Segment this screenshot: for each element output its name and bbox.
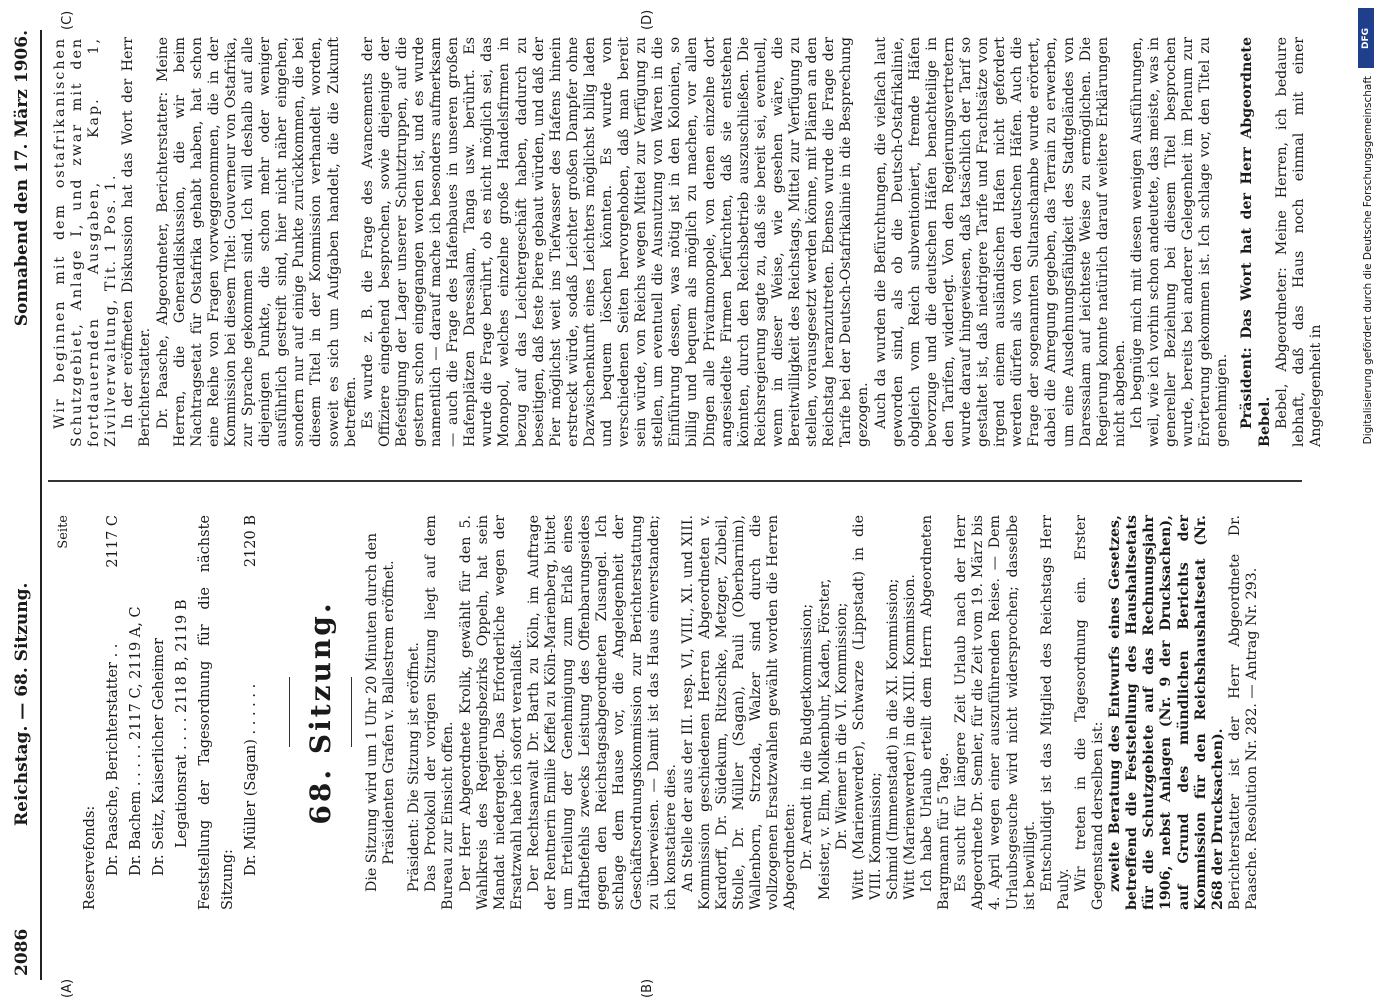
toc-entry: Dr. Müller (Sagan) . . . . . . 2120 B	[243, 515, 259, 876]
paragraph: Wir treten in die Tagesordnung ein. Erster Gegenstand derselben ist:	[1072, 515, 1107, 910]
paragraph: Ich begnüge mich mit diesen wenigen Ausführungen, weil, wie ich vorhin schon andeutete, das meiste, was in genereller Beziehung bei diesem Titel besprochen wurde, bereits bei anderer Gelegenheit im Plenum zur Erörterung gekommen ist. Ich schlage vor, den Titel zu genehmigen.	[1128, 37, 1231, 447]
paragraph: Ich habe Urlaub erteilt dem Herrn Abgeordneten Bargmann für 5 Tage.	[919, 515, 953, 910]
paragraph: Dr. Wiemer in die VI. Kommission;	[833, 602, 850, 850]
paragraph: An Stelle der aus der III. resp. VI, VIII., XI. und XIII. Kommission geschiedenen Herren Abgeordneten v. Kardorff, Dr. Südekum, Ritzschke, Metzger, Zubeil, Stolle, Dr. Müller (Sagan), Pauli (Oberbarnim), Wallenborn, Strzoda, Walzer sind durch die vollzogenen Ersatzwahlen gewählt worden die Herren Abgeordneten:	[679, 515, 799, 910]
paragraph: Auch da wurden die Befürchtungen, die vielfach laut geworden sind, als ob die Deutsch-Ostafrikalinie, obgleich vom Reich subventioniert, fremde Häfen bevorzuge und die deutschen Häfen benachteilige in den Tarifen, widerlegt. Von den Regierungsvertretern wurde darauf hingewiesen, daß tatsächlich der Tarif so gestaltet ist, daß niedrigere Tarife und Frachtsätze von irgend einem ausländischen Hafen nicht gefordert werden dürfen als von den deutschen Häfen. Auch die Frage der sogenannten Sultanschambe wurde erörtert, dabei die Anregung gegeben, das Terrain zu erwerben, um eine Ausdehnungsfähigkeit des Stadtgeländes von Daressalam auf leichteste Weise zu ermöglichen. Die Regierung konnte natürlich darauf weitere Erklärungen nicht abgeben.	[872, 37, 1128, 447]
column-separator	[48, 480, 1302, 482]
table-of-contents	[52, 515, 263, 910]
paragraph: Witt (Marienwerder), Schwarze (Lippstadt) in die VIII. Kommission;	[850, 515, 884, 900]
paragraph: Die Sitzung wird um 1 Uhr 20 Minuten durch den Präsidenten Grafen v. Ballestrem eröffnet.	[364, 532, 398, 893]
paragraph: Witt (Marienwerder) in die XIII. Kommission.	[902, 574, 918, 900]
feststellung-heading: Feststellung der Tagesordnung für die nächste Sitzung:	[197, 515, 236, 910]
page-number: 2086	[12, 928, 32, 976]
paragraph: Der Rechtsanwalt Dr. Barth zu Köln, im Auftrage der Rentnerin Emilie Keffel zu Köln-Marienberg, bittet um Erteilung der Genehmigung zum Erlaß eines Haftbefehls zwecks Leistung des Offenbarungseides gegen den Reichstagsabgeordneten Zusangel. Ich schlage dem Hause vor, die Angelegenheit der Geschäftsordnungskommission zur Berichterstattung zu überweisen. — Damit ist das Haus einverstanden; ich konstatiere dies.	[525, 515, 679, 910]
page-header	[8, 30, 38, 976]
paragraph: Wir beginnen mit dem ostafrikanischen Schutzgebiet, Anlage I, und zwar mit den fortdauernden Ausgaben, Kap. 1, Zivilverwaltung, Tit. 1 Pos. 1.	[52, 37, 120, 447]
toc-entry: Legationsrat . . . . 2118 B, 2119 B	[174, 599, 190, 848]
dfg-logo: DFG	[1358, 8, 1374, 68]
paragraph: Berichterstatter ist der Herr Abgeordnete Dr. Paasche. Resolution Nr. 282. — Antrag Nr. 293.	[1226, 515, 1260, 910]
right-column	[52, 37, 1324, 447]
session-title: 68. Sitzung.	[304, 600, 337, 825]
paragraph: Es sucht für längere Zeit Urlaub nach der Herr Abgeordnete Dr. Semler, für die Zeit vom 19. März bis 4. April wegen einer auszuführenden Reise. — Dem Urlaubsgesuche wird nicht widersprochen; dasselbe ist bewilligt.	[953, 515, 1038, 910]
speaker-paragraph: Präsident: Das Wort hat der Herr Abgeordnete Bebel.	[1239, 37, 1273, 447]
paragraph: Der Herr Abgeordnete Krolik, gewählt für den 5. Wahlkreis des Regierungsbezirks Oppeln, hat sein Mandat niedergelegt. Das Erforderliche wegen der Ersatzwahl habe ich sofort veranlaßt.	[457, 515, 525, 910]
paragraph: Das Protokoll der vorigen Sitzung liegt auf dem Bureau zur Einsicht offen.	[423, 515, 457, 910]
reservefonds-heading: Reservefonds:	[82, 805, 98, 910]
toc-entry: Dr. Seitz, Kaiserlicher Geheimer	[151, 638, 167, 876]
paragraph: Schmid (Immenstadt) in die XI. Kommission;	[884, 578, 901, 900]
paragraph: Entschuldigt ist das Mitglied des Reichstags Herr Pauly.	[1038, 515, 1072, 910]
section-divider	[289, 678, 290, 748]
header-title: Reichstag. — 68. Sitzung.	[12, 582, 32, 826]
margin-mark-b: (B)	[640, 978, 655, 998]
paragraph: Meister, v. Elm, Molkenbuhr, Kaden, Förster,	[816, 578, 833, 900]
margin-mark-c: (C)	[60, 10, 75, 30]
margin-mark-a: (A)	[60, 978, 75, 998]
margin-mark-d: (D)	[640, 9, 655, 30]
paragraph: Dr. Paasche, Abgeordneter, Berichterstatter: Meine Herren, die Generaldiskussion, die wir beim Nachtragsetat für Ostafrika gehabt haben, hat schon eine Reihe von Fragen vorweggenommen, die in der Kommission bei diesem Titel: Gouverneur von Ostafrika, zur Sprache gekommen sind. Ich will deshalb auf alle diejenigen Punkte, die schon mehr oder weniger ausführlich gestreift sind, hier nicht näher eingehen, sondern nur auf einige Punkte zurückkommen, die bei diesem Titel in der Kommission verhandelt worden, soweit es sich um Aufgaben handelt, die die Zukunft betreffen.	[154, 37, 359, 447]
paragraph: Bebel, Abgeordneter: Meine Herren, ich bedaure lebhaft, daß das Haus noch einmal mit einer Angelegenheit in	[1273, 37, 1324, 447]
paragraph: Es wurde z. B. die Frage des Avancements der Offiziere eingehend besprochen, sowie diejenige der Befestigung der Lager unserer Schutztruppen, auf die gestern schon eingegangen worden ist, und es wurde namentlich — darauf mache ich besonders aufmerksam — auch die Frage des Hafenbaues in unseren großen Hafenplätzen Daressalam, Tanga usw. berührt. Es wurde die Frage berührt, ob es nicht möglich sei, das Monopol, welches einzelne große Handelsfirmen in bezug auf das Leichtergeschäft haben, dadurch zu beseitigen, daß feste Piere gebaut würden, und daß der Pier möglichst weit ins Tiefwasser des Hafens hinein erstreckt würde, sodaß Leichter großen Dampfer ohne Dazwischenkunft eines Leichters möglichst billig laden und bequem löschen könnten. Es wurde von verschiedenen Seiten hervorgehoben, daß man bereit sein würde, von Reichs wegen Mittel zur Verfügung zu stellen, um eventuell die Ausnutzung von Waren in die Einführung dessen, was nötig ist in den Kolonien, so billig und bequem als möglich zu machen, vor allen Dingen alle Privatmonopole, von denen einzelne dort angesiedelte Firmen befürchten, daß sie entstehen könnten, durch den Reichsbetrieb auszuschließen. Die Reichsregierung sagte zu, daß sie bereit sei, eventuell, wenn in dieser Weise, wie gesehen wäre, die Bereitwilligkeit des Reichstags, Mittel zur Verfügung zu stellen, vorausgesetzt werden könne, mit Plänen an den Reichstag heranzutreten. Ebenso wurde die Frage der Tarife bei der Deutsch-Ostafrikalinie in die Besprechung gezogen.	[359, 37, 872, 447]
paragraph: Präsident: Die Sitzung ist eröffnet.	[406, 642, 423, 892]
header-date: Sonnabend den 17. März 1906.	[12, 30, 32, 327]
left-column	[52, 515, 1306, 910]
agenda-item: zweite Beratung des Entwurfs eines Gesetzes, betreffend die Feststellung des Haushaltsetats für die Schutzgebiete auf das Rechnungsjahr 1906, nebst Anlagen (Nr. 9 der Drucksachen), auf Grund des mündlichen Berichts der Kommission für den Reichshaushaltsetat (Nr. 268 der Drucksachen).	[1107, 515, 1226, 910]
section-divider	[351, 678, 352, 748]
toc-entry: Dr. Paasche, Berichterstatter . . 2117 C	[105, 515, 121, 876]
seite-label: Seite	[56, 515, 71, 549]
header-rule	[40, 30, 42, 980]
digitization-note: Digitalisierung gefördert durch die Deutsche Forschungsgemeinschaft	[1362, 76, 1374, 445]
toc-entry: Dr. Bachem . . . . . 2117 C, 2119 A, C	[128, 606, 144, 876]
paragraph: In der eröffneten Diskussion hat das Wort der Herr Berichterstatter.	[120, 37, 154, 447]
paragraph: Dr. Arendt in die Budgetkommission;	[799, 603, 816, 870]
